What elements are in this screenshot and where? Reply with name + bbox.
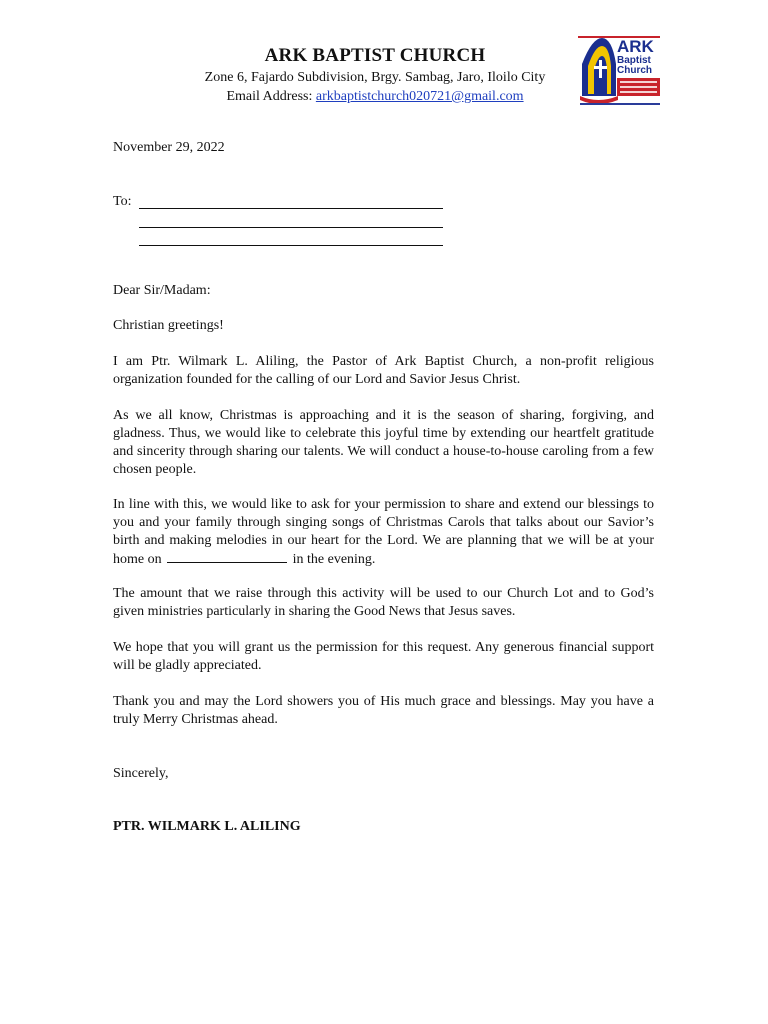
paragraph-permission-text: In line with this, we would like to ask for your permission to share and extend our blessings to you and your family through singing songs of Christmas Carols that talks about our Savior’s birth and making melodies in our heart for the Lord. We are planning that we will be at your home on [113,497,654,567]
logo-motto [580,100,660,108]
recipient-line [139,245,443,246]
email-label: Email Address: [226,89,316,104]
recipient-line [139,227,443,228]
logo-word-church: Church [617,65,652,76]
letter-date: November 29, 2022 [113,140,225,155]
email-line [190,87,560,106]
church-address: Zone 6, Fajardo Subdivision, Brgy. Sambag, Jaro, Iloilo City [204,70,546,85]
signer-name: PTR. WILMARK L. ALILING [113,819,301,834]
paragraph-request: We hope that you will grant us the permission for this request. Any generous financial support will be gladly appreciated. [113,640,654,673]
paragraph-funds: The amount that we raise through this activity will be used to our Church Lot and to God’s given ministries particularly in sharing the Good News that Jesus saves. [113,586,654,619]
paragraph-permission [113,496,654,569]
closing: Sincerely, [113,766,169,781]
letterhead [190,44,560,106]
email-link[interactable]: arkbaptistchurch020721@gmail.com [315,89,524,104]
logo-word-ark: ARK [617,37,654,56]
paragraph-christmas: As we all know, Christmas is approaching and it is the season of sharing, forgiving, and gladness. Thus, we would like to celebrate this joyful time by extending our heartfelt gratitude and sincerity through sharing our talents. We will conduct a house-to-house caroling from a few chosen people. [113,408,654,477]
church-name: ARK BAPTIST CHURCH [264,45,486,66]
date-blank [167,550,287,563]
paragraph-intro: I am Ptr. Wilmark L. Aliling, the Pastor of Ark Baptist Church, a non-profit religious organization founded for the calling of our Lord and Savior Jesus Christ. [113,354,654,387]
paragraph-thanks: Thank you and may the Lord showers you of His much grace and blessings. May you have a truly Merry Christmas ahead. [113,694,654,727]
paragraph-permission-end: in the evening. [292,552,376,567]
salutation: Dear Sir/Madam: [113,283,211,298]
logo-tagline-box [617,78,660,96]
logo-word-baptist: Baptist [617,55,651,66]
greeting: Christian greetings! [113,318,224,333]
to-label: To: [113,194,132,209]
recipient-line [139,208,443,209]
